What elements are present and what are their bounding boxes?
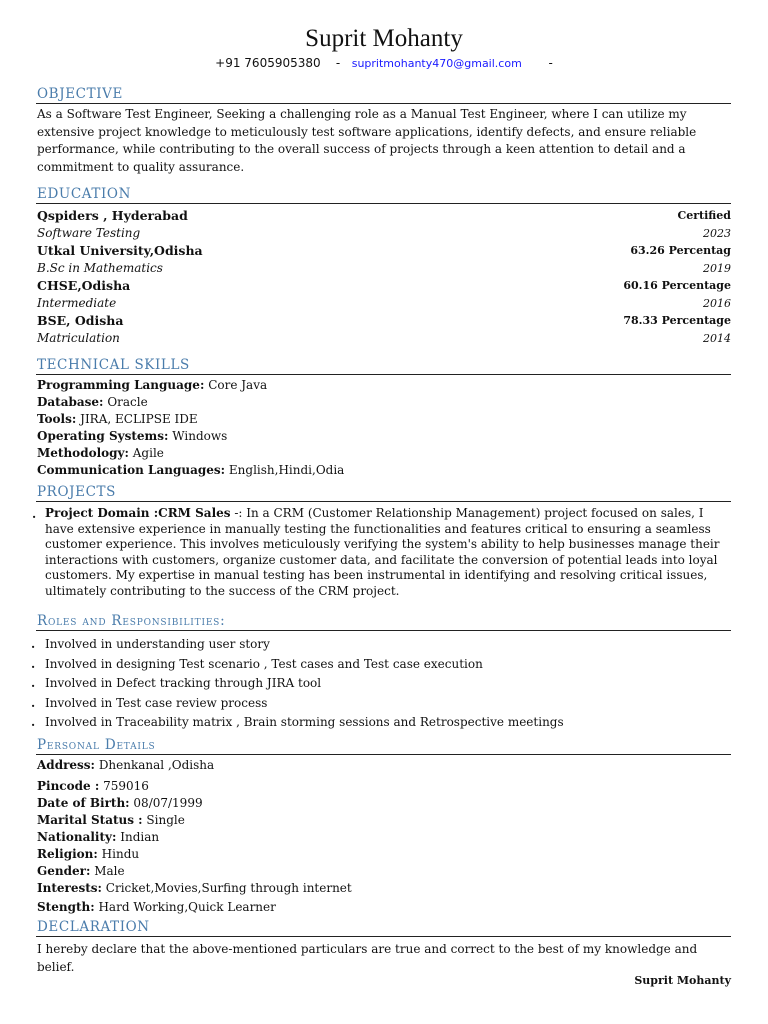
education-result: Certified xyxy=(677,209,731,222)
personal-item xyxy=(37,863,125,880)
education-result: 60.16 Percentage xyxy=(623,279,731,292)
personal-label: Address: xyxy=(37,758,95,772)
list-item: . Involved in Defect tracking through JIRA tool xyxy=(31,676,322,690)
education-institution: Qspiders , Hyderabad xyxy=(37,208,188,223)
declaration-text: I hereby declare that the above-mentioned particulars are true and correct to the best of my knowledge and belief. xyxy=(37,942,698,974)
education-year: 2014 xyxy=(703,331,731,345)
education-course: B.Sc in Mathematics xyxy=(37,260,163,275)
personal-label: Pincode : xyxy=(37,779,100,793)
personal-value: Single xyxy=(142,813,185,827)
section-heading-declaration: DECLARATION xyxy=(36,916,731,937)
role-text: Involved in designing Test scenario , Test cases and Test case execution xyxy=(45,656,483,671)
education-row xyxy=(37,312,731,330)
personal-item xyxy=(37,899,276,916)
skill-label: Operating Systems: xyxy=(37,429,169,443)
personal-item xyxy=(37,795,203,812)
skill-value: Windows xyxy=(168,429,228,443)
personal-value: Hindu xyxy=(97,847,140,861)
skill-value: Agile xyxy=(128,446,164,460)
contact-line xyxy=(0,55,768,72)
phone-number: +91 7605905380 xyxy=(215,56,321,70)
section-heading-projects: PROJECTS xyxy=(36,481,731,502)
contact-separator: - xyxy=(335,56,341,70)
skill-item xyxy=(37,428,227,445)
skill-label: Methodology: xyxy=(37,446,129,460)
candidate-name: Suprit Mohanty xyxy=(305,25,463,52)
personal-label: Religion: xyxy=(37,847,98,861)
personal-value: 08/07/1999 xyxy=(129,796,203,810)
education-year: 2016 xyxy=(703,296,731,310)
personal-item xyxy=(37,812,185,829)
personal-label: Date of Birth: xyxy=(37,796,130,810)
project-domain: Domain :CRM Sales xyxy=(93,506,231,520)
personal-item xyxy=(37,829,159,846)
education-institution: BSE, Odisha xyxy=(37,313,124,328)
education-row xyxy=(37,295,731,313)
personal-value: Hard Working,Quick Learner xyxy=(94,900,276,914)
personal-item xyxy=(37,757,214,774)
role-text: Involved in Traceability matrix , Brain storming sessions and Retrospective meetings xyxy=(45,715,564,729)
education-institution: CHSE,Odisha xyxy=(37,278,131,293)
section-heading-objective: OBJECTIVE xyxy=(36,83,731,104)
education-year: 2023 xyxy=(703,226,731,240)
contact-separator: - xyxy=(548,56,553,70)
education-row xyxy=(37,260,731,278)
bullet: . xyxy=(32,507,37,521)
project-text: -: In a CRM (Customer Relationship Management) project focused on sales, I have extensive experience in manually testing the functionalities and features critical to ensuring a seamless customer experience. This involves meticulously verifying the system's ability to help businesses manage their interactions with customers, organize customer data, and facilitate the conversion of potential leads into loyal customers. My expertise in manual testing has been instrumental in identifying and resolving critical issues, ultimately contributing to the success of the CRM project. xyxy=(45,506,720,598)
education-course: Intermediate xyxy=(37,295,117,310)
personal-label: Gender: xyxy=(37,864,91,878)
personal-item xyxy=(37,880,352,897)
personal-item xyxy=(37,846,139,863)
section-heading-personal-details: Personal Details xyxy=(36,734,731,755)
skill-label: Database: xyxy=(37,395,104,409)
personal-label: Interests: xyxy=(37,881,102,895)
list-item: . Involved in Traceability matrix , Brain storming sessions and Retrospective meetings xyxy=(31,715,564,729)
skill-item xyxy=(37,445,164,462)
skill-value: English,Hindi,Odia xyxy=(225,463,345,477)
skill-item xyxy=(37,462,344,479)
personal-value: Indian xyxy=(116,830,160,844)
education-year: 2019 xyxy=(703,261,731,275)
personal-label: Nationality: xyxy=(37,830,117,844)
email-link[interactable]: supritmohanty470@gmail.com xyxy=(351,57,522,70)
role-text: Involved in Test case review process xyxy=(45,695,268,710)
education-result: 78.33 Percentage xyxy=(623,314,731,327)
education-institution: Utkal University,Odisha xyxy=(37,243,203,258)
skill-item xyxy=(37,394,148,411)
skill-value: Oracle xyxy=(103,395,148,409)
skill-label: Tools: xyxy=(37,412,77,426)
skill-label: Programming Language: xyxy=(37,378,205,392)
education-course: Software Testing xyxy=(37,225,141,240)
skill-value: JIRA, ECLIPSE IDE xyxy=(76,412,198,426)
education-course: Matriculation xyxy=(37,330,120,345)
role-text: Involved in understanding user story xyxy=(45,637,270,651)
section-heading-technical-skills: TECHNICAL SKILLS xyxy=(36,354,731,375)
personal-label: Stength: xyxy=(37,900,95,914)
education-result: 63.26 Percentag xyxy=(630,244,731,257)
personal-label: Marital Status : xyxy=(37,813,143,827)
education-row xyxy=(37,242,731,260)
personal-value: Dhenkanal ,Odisha xyxy=(95,758,215,772)
list-item: . Involved in designing Test scenario , Test cases and Test case execution xyxy=(31,656,483,671)
role-text: Involved in Defect tracking through JIRA tool xyxy=(45,676,322,690)
list-item: . Involved in Test case review process xyxy=(31,695,268,710)
skill-item xyxy=(37,377,267,394)
personal-value: 759016 xyxy=(99,779,149,793)
skill-item xyxy=(37,411,198,428)
education-row xyxy=(37,225,731,243)
education-row xyxy=(37,277,731,295)
skill-value: Core Java xyxy=(204,378,268,392)
project-label: Project xyxy=(45,506,94,520)
personal-item xyxy=(37,778,149,795)
list-item: . Involved in understanding user story xyxy=(31,637,270,651)
skill-label: Communication Languages: xyxy=(37,463,226,477)
personal-value: Cricket,Movies,Surfing through internet xyxy=(101,881,352,895)
signature-name: Suprit Mohanty xyxy=(634,974,731,987)
education-row xyxy=(37,330,731,348)
project-description xyxy=(45,506,731,599)
section-heading-education: EDUCATION xyxy=(36,183,731,204)
education-row xyxy=(37,207,731,225)
personal-value: Male xyxy=(90,864,125,878)
objective-text: As a Software Test Engineer, Seeking a challenging role as a Manual Test Engineer, where I can utilize my extensive project knowledge to meticulously test software applications, identify defects, and ensure reliable performance, while contributing to the overall success of projects through a keen attention to detail and a commitment to quality assurance. xyxy=(37,107,697,175)
section-heading-roles: Roles and Responsibilities: xyxy=(36,610,731,631)
